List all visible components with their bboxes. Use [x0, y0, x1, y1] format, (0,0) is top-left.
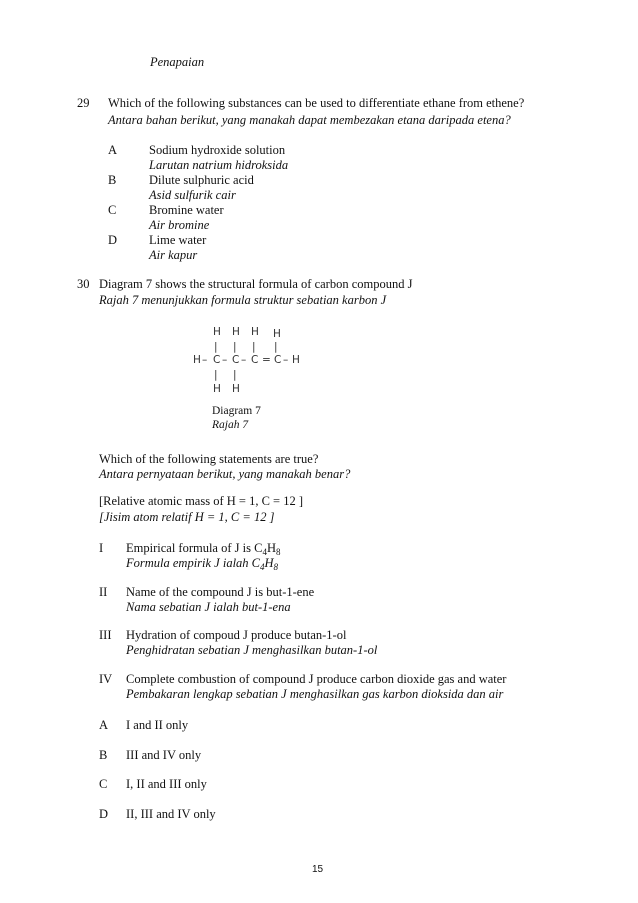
question-text-ms: Rajah 7 menunjukkan formula struktur sebatian karbon J [99, 293, 387, 307]
bond-dash: – [241, 354, 247, 366]
relative-atomic-mass-ms: [Jisim atom relatif H = 1, C = 12 ] [99, 510, 275, 524]
option-text-en: Dilute sulphuric acid [149, 173, 254, 187]
page-number: 15 [312, 864, 324, 875]
bond-single: | [274, 341, 278, 353]
answer-letter: B [99, 748, 108, 762]
statement-number: IV [99, 672, 113, 686]
relative-atomic-mass-en: [Relative atomic mass of H = 1, C = 12 ] [99, 494, 303, 508]
atom-h: H [213, 326, 221, 338]
statement-text-en: Complete combustion of compound J produce carbon dioxide gas and water [126, 672, 507, 686]
option-text-ms: Asid sulfurik cair [149, 188, 236, 202]
option-text-en: Lime water [149, 233, 207, 247]
atom-h: H [273, 328, 281, 340]
diagram-caption-ms: Rajah 7 [212, 419, 249, 431]
option-letter: D [108, 233, 118, 247]
question-text-ms: Antara bahan berikut, yang manakah dapat membezakan etana daripada etena? [108, 113, 511, 127]
atom-c: C [251, 354, 259, 366]
answer-text: II, III and IV only [126, 807, 216, 821]
answer-letter: A [99, 718, 109, 732]
option-text-ms: Air bromine [149, 218, 210, 232]
statement-number: I [99, 541, 104, 555]
atom-c: C [232, 354, 240, 366]
bond-single: | [233, 369, 237, 381]
option-text-ms: Larutan natrium hidroksida [149, 158, 289, 172]
question-number: 30 [77, 277, 90, 291]
diagram-caption-en: Diagram 7 [212, 405, 261, 417]
structural-formula-diagram [188, 318, 318, 398]
atom-h: H [292, 354, 300, 366]
answer-text: I, II and III only [126, 777, 207, 791]
answer-text: III and IV only [126, 748, 202, 762]
statement-text-en: Hydration of compoud J produce butan-1-ol [126, 628, 347, 642]
question-text-en: Diagram 7 shows the structural formula of carbon compound J [99, 277, 413, 291]
answer-letter: D [99, 807, 109, 821]
statement-number: III [99, 628, 112, 642]
bond-single: | [252, 341, 256, 353]
atom-h: H [232, 383, 240, 395]
sub-question-ms: Antara pernyataan berikut, yang manakah benar? [99, 467, 351, 481]
statement-text-en: Empirical formula of J is $C_4H_8$ [126, 541, 281, 557]
bond-dash: – [202, 354, 208, 366]
option-letter: C [108, 203, 117, 217]
statement-text-ms: Penghidratan sebatian J menghasilkan butan-1-ol [126, 643, 378, 657]
atom-h: H [232, 326, 240, 338]
option-text-en: Sodium hydroxide solution [149, 143, 286, 157]
bond-single: | [214, 341, 218, 353]
option-letter: B [108, 173, 117, 187]
question-number: 29 [77, 96, 90, 110]
answer-text: I and II only [126, 718, 189, 732]
statement-number: II [99, 585, 108, 599]
option-text-en: Bromine water [149, 203, 224, 217]
atom-c: C [213, 354, 221, 366]
option-letter: A [108, 143, 118, 157]
statement-text-ms: Pembakaran lengkap sebatian J menghasilkan gas karbon dioksida dan air [126, 687, 504, 701]
bond-double: = [262, 354, 271, 366]
bond-single: | [233, 341, 237, 353]
atom-h: H [193, 354, 201, 366]
bond-dash: – [222, 354, 228, 366]
answer-letter: C [99, 777, 108, 791]
sub-question-en: Which of the following statements are true? [99, 452, 319, 466]
statement-text-ms: Formula empirik J ialah $C_4H_8$ [126, 556, 279, 572]
atom-h: H [213, 383, 221, 395]
statement-text-ms: Nama sebatian J ialah but-1-ena [126, 600, 291, 614]
bond-dash: – [283, 354, 289, 366]
atom-h: H [251, 326, 259, 338]
atom-c: C [274, 354, 282, 366]
statement-text-en: Name of the compound J is but-1-ene [126, 585, 315, 599]
bond-single: | [214, 369, 218, 381]
continued-option-text: Penapaian [150, 55, 205, 69]
question-text-en: Which of the following substances can be used to differentiate ethane from ethene? [108, 96, 525, 110]
option-text-ms: Air kapur [149, 248, 198, 262]
